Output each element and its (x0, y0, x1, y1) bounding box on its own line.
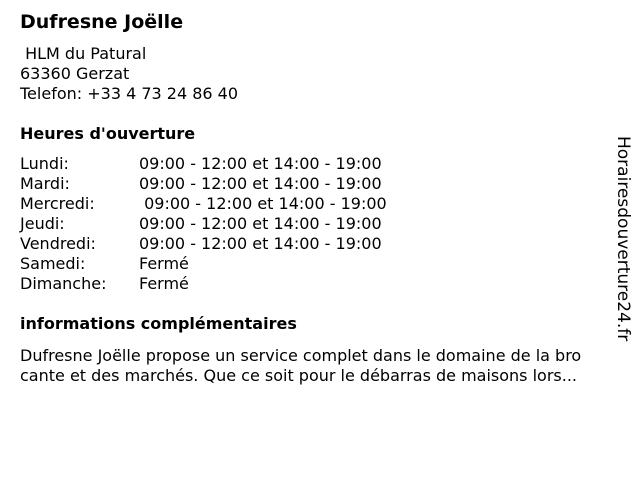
business-description (20, 346, 632, 386)
address-city: 63360 Gerzat (20, 64, 130, 83)
hours-row-thursday (20, 214, 387, 234)
hours-row-saturday (20, 254, 387, 274)
day-label: Vendredi: (20, 234, 96, 253)
description-line: Dufresne Joëlle propose un service complet dans le domaine de la bro (20, 346, 582, 365)
opening-hours-table (20, 154, 387, 294)
description-line: cante et des marchés. Que ce soit pour le débarras de maisons lors... (20, 366, 577, 385)
day-hours: Fermé (139, 254, 189, 273)
day-label: Jeudi: (20, 214, 65, 233)
opening-hours-heading: Heures d'ouverture (20, 124, 196, 143)
address-street: HLM du Patural (20, 44, 147, 63)
day-hours: 09:00 - 12:00 et 14:00 - 19:00 (139, 194, 387, 213)
day-hours: 09:00 - 12:00 et 14:00 - 19:00 (139, 154, 382, 173)
day-hours: Fermé (139, 274, 189, 293)
hours-row-sunday (20, 274, 387, 294)
day-hours: 09:00 - 12:00 et 14:00 - 19:00 (139, 234, 382, 253)
business-name: Dufresne Joëlle (20, 11, 184, 33)
hours-row-tuesday (20, 174, 387, 194)
site-watermark: Horairesdouverture24.fr (613, 136, 633, 342)
day-label: Mardi: (20, 174, 70, 193)
hours-row-monday (20, 154, 387, 174)
hours-row-friday (20, 234, 387, 254)
phone-number: Telefon: +33 4 73 24 86 40 (20, 84, 239, 103)
day-label: Mercredi: (20, 194, 95, 213)
day-hours: 09:00 - 12:00 et 14:00 - 19:00 (139, 214, 382, 233)
hours-row-wednesday (20, 194, 387, 214)
business-address (20, 44, 238, 104)
day-label: Samedi: (20, 254, 86, 273)
day-hours: 09:00 - 12:00 et 14:00 - 19:00 (139, 174, 382, 193)
day-label: Lundi: (20, 154, 69, 173)
additional-info-heading: informations complémentaires (20, 314, 297, 333)
day-label: Dimanche: (20, 274, 107, 293)
